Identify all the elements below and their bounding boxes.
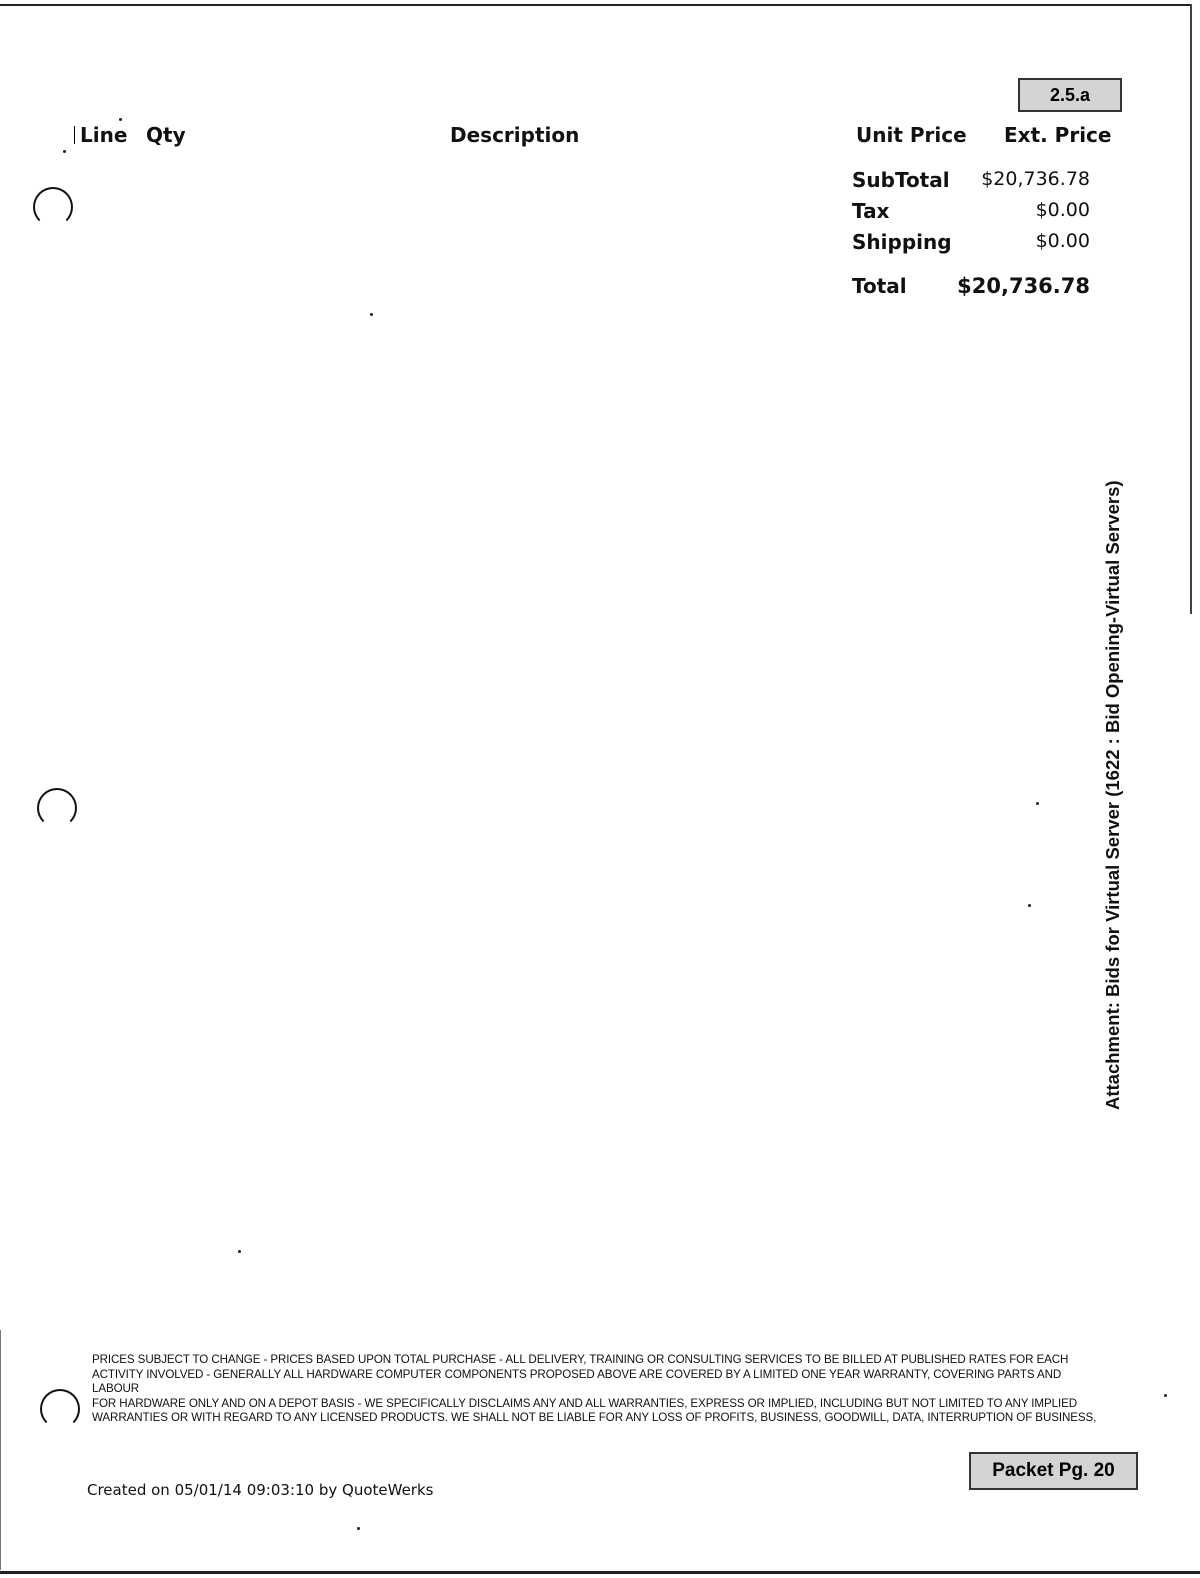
scan-speck [1036, 802, 1039, 805]
total-label: Total [852, 274, 907, 298]
shipping-label: Shipping [852, 230, 952, 254]
disclaimer-line: PRICES SUBJECT TO CHANGE - PRICES BASED UPON TOTAL PURCHASE - ALL DELIVERY, TRAINING OR CONSULTING SERVICES TO BE BILLED AT PUBLISHED RATES FOR EACH [92, 1353, 1069, 1366]
subtotal-value: $20,736.78 [981, 168, 1090, 190]
binder-hole-icon [37, 788, 77, 828]
scan-speck [63, 150, 66, 153]
scan-border-left [0, 1330, 1, 1570]
tax-label: Tax [852, 199, 890, 223]
total-value-wrap [850, 274, 1090, 304]
tax-value: $0.00 [1035, 199, 1090, 221]
binder-hole-icon [40, 1389, 80, 1429]
column-header-unit-price: Unit Price [856, 123, 967, 147]
disclaimer-line: WARRANTIES OR WITH REGARD TO ANY LICENSED PRODUCTS. WE SHALL NOT BE LIABLE FOR ANY LOSS OF PROFITS, BUSINESS, GOODWILL, DATA, INTERRUPTION OF BUSINESS, [92, 1411, 1097, 1424]
scan-border-top [0, 4, 1192, 6]
subtotal-label: SubTotal [852, 168, 950, 192]
column-header-line: Line [80, 123, 128, 147]
packet-page-stamp: Packet Pg. 20 [969, 1452, 1138, 1490]
agenda-item-stamp: 2.5.a [1018, 78, 1122, 112]
tax-value-wrap [850, 199, 1090, 229]
subtotal-value-wrap [850, 168, 1090, 198]
scan-speck [357, 1527, 360, 1530]
column-header-description: Description [450, 123, 580, 147]
scan-border-right [1190, 4, 1192, 614]
scan-speck [119, 118, 122, 121]
attachment-side-label: Attachment: Bids for Virtual Server (1622 : Bid Opening-Virtual Servers) [1102, 480, 1123, 1110]
disclaimer-line: FOR HARDWARE ONLY AND ON A DEPOT BASIS - WE SPECIFICALLY DISCLAIMS ANY AND ALL WARRANTIES, EXPRESS OR IMPLIED, INCLUDING BUT NOT LIMITED TO ANY IMPLIED [92, 1396, 1077, 1410]
scan-speck [1028, 904, 1031, 907]
scan-border-bottom [0, 1571, 1200, 1574]
created-footer: Created on 05/01/14 09:03:10 by QuoteWerks [87, 1481, 434, 1499]
column-header-ext-price: Ext. Price [1004, 123, 1112, 147]
scan-speck [238, 1250, 241, 1253]
scan-speck [1164, 1394, 1167, 1397]
binder-hole-icon [33, 187, 73, 227]
total-value: $20,736.78 [957, 274, 1090, 298]
disclaimer [92, 1353, 1102, 1426]
column-header-qty: Qty [146, 123, 186, 147]
scan-mark [74, 126, 75, 144]
disclaimer-line: ACTIVITY INVOLVED - GENERALLY ALL HARDWARE COMPUTER COMPONENTS PROPOSED ABOVE ARE COVERED BY A LIMITED ONE YEAR WARRANTY, COVERING PARTS AND LABOUR [92, 1367, 1062, 1395]
shipping-value: $0.00 [1035, 230, 1090, 252]
scan-speck [370, 313, 373, 316]
shipping-value-wrap [850, 230, 1090, 260]
